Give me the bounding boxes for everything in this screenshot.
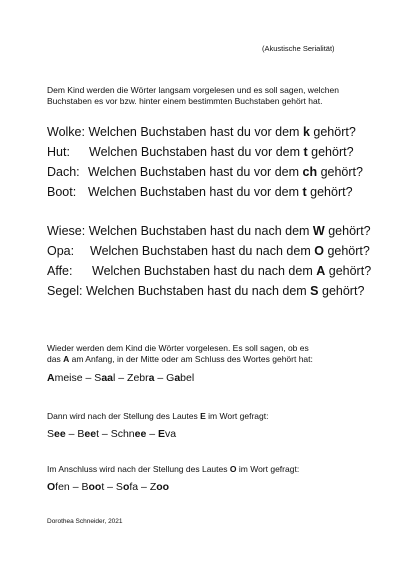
question-text: Welchen Buchstaben hast du nach dem S gehört? [85,284,365,298]
question-text: Welchen Buchstaben hast du nach dem W gehört? [88,224,371,238]
question-row [47,182,377,202]
intro-text: Dem Kind werden die Wörter langsam vorgelesen und es soll sagen, welchen Buchstaben es vor bzw. hinter einem bestimmten Buchstaben gehört hat. [47,85,339,106]
before-questions [47,122,377,202]
sequence-separator: – [154,372,167,384]
target-letter: A [63,354,70,364]
question-word: Wolke: [47,125,85,139]
question-letter: S [310,284,319,298]
question-row [47,122,377,142]
target-letter: E [200,411,206,421]
question-text: Welchen Buchstaben hast du vor dem t gehört? [88,185,353,199]
sequence-separator: – [138,481,150,493]
question-letter: W [312,224,325,238]
question-row [47,261,377,281]
sequence-word: Gabel [166,372,195,384]
target-letter: O [229,464,237,474]
sequence-separator: – [146,428,159,440]
instruction-a: Wieder werden dem Kind die Wörter vorgelesen. Es soll sagen, ob es das A am Anfang, in der Mitte oder am Schluss des Wortes gehört hat: [47,343,313,364]
sequence-separator: – [99,428,111,440]
question-row [47,241,377,261]
question-text: Welchen Buchstaben hast du vor dem t gehört? [89,145,354,159]
question-word: Hut: [47,145,70,159]
question-word: Segel: [47,284,83,298]
question-word: Wiese: [47,224,86,238]
question-text: Welchen Buchstaben hast du nach dem O gehört? [90,244,370,258]
sequence-word: Schnee [110,428,147,440]
question-text: Welchen Buchstaben hast du vor dem k gehört? [88,125,356,139]
sequence-word: Ameise [47,372,83,384]
question-letter: k [302,125,310,139]
sequence-separator: – [115,372,128,384]
question-text: Welchen Buchstaben hast du nach dem A gehört? [92,264,372,278]
footer-author: Dorothea Schneider, 2021 [47,518,123,525]
sequence-word: Saal [94,372,116,384]
word-sequence-o [47,481,169,493]
question-letter: t [303,145,308,159]
question-row [47,221,377,241]
sequence-word: Sofa [115,481,139,493]
sequence-separator: – [82,372,95,384]
question-text: Welchen Buchstaben hast du vor dem ch gehört? [88,165,363,179]
sequence-word: Ofen [47,481,70,493]
question-row [47,281,377,301]
sequence-separator: – [104,481,116,493]
question-letter: O [314,244,324,258]
question-letter: ch [302,165,318,179]
question-word: Boot: [47,185,77,199]
question-word: Opa: [47,244,75,258]
sequence-word: Beet [77,428,100,440]
sequence-word: Zebra [127,372,155,384]
instruction-e: Dann wird nach der Stellung des Lautes E im Wort gefragt: [47,411,269,421]
instruction-o: Im Anschluss wird nach der Stellung des Lautes O im Wort gefragt: [47,464,300,474]
sequence-word: Zoo [149,481,170,493]
question-row [47,142,377,162]
sequence-separator: – [65,428,78,440]
word-sequence-a [47,372,194,384]
top-note: (Akustische Serialität) [262,44,335,53]
question-letter: A [316,264,326,278]
question-letter: t [302,185,307,199]
question-row [47,162,377,182]
sequence-word: Eva [158,428,177,440]
sequence-separator: – [69,481,82,493]
question-word: Dach: [47,165,80,179]
question-word: Affe: [47,264,73,278]
word-sequence-e [47,428,176,440]
sequence-word: Boot [81,481,105,493]
sequence-word: See [47,428,66,440]
after-questions [47,221,377,301]
